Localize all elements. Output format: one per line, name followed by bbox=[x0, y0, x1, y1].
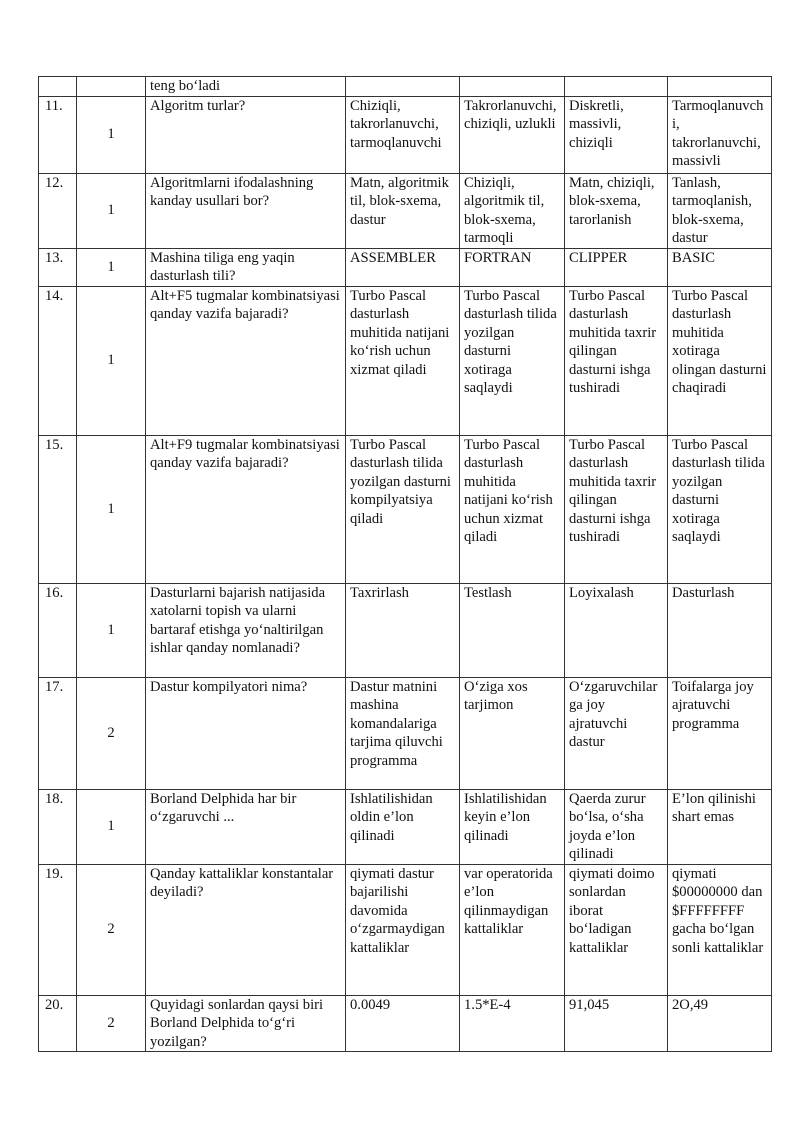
answer-b: Testlash bbox=[460, 583, 565, 677]
question-points: 2 bbox=[77, 995, 146, 1052]
table-row bbox=[39, 248, 772, 286]
answer-c: Turbo Pascal dasturlash muhitida taxrir qilingan dasturni ishga tushiradi bbox=[565, 435, 668, 583]
table-row bbox=[39, 995, 772, 1052]
answer-a: ASSEMBLER bbox=[346, 248, 460, 286]
question-points: 1 bbox=[77, 286, 146, 435]
answer-c: Matn, chiziqli, blok-sxema, tarorlanish bbox=[565, 173, 668, 248]
question-text: Dastur kompilyatori nima? bbox=[146, 677, 346, 789]
answer-d: BASIC bbox=[668, 248, 772, 286]
question-points bbox=[77, 77, 146, 97]
answer-a: qiymati dastur bajarilishi davomida o‘zgarmaydigan kattaliklar bbox=[346, 864, 460, 995]
question-points: 1 bbox=[77, 248, 146, 286]
answer-c: Turbo Pascal dasturlash muhitida taxrir qilingan dasturni ishga tushiradi bbox=[565, 286, 668, 435]
question-number: 16. bbox=[39, 583, 77, 677]
answer-b: var operatorida e’lon qilinmaydigan kattaliklar bbox=[460, 864, 565, 995]
question-points: 1 bbox=[77, 583, 146, 677]
answer-a: Matn, algoritmik til, blok-sxema, dastur bbox=[346, 173, 460, 248]
answer-d: Turbo Pascal dasturlash muhitida xotiraga olingan dasturni chaqiradi bbox=[668, 286, 772, 435]
question-text: Qanday kattaliklar konstantalar deyiladi? bbox=[146, 864, 346, 995]
answer-b: 1.5*E-4 bbox=[460, 995, 565, 1052]
question-points: 2 bbox=[77, 677, 146, 789]
answer-d bbox=[668, 77, 772, 97]
question-text: Alt+F5 tugmalar kombinatsiyasi qanday vazifa bajaradi? bbox=[146, 286, 346, 435]
question-number: 14. bbox=[39, 286, 77, 435]
answer-b: Chiziqli, algoritmik til, blok-sxema, tarmoqli bbox=[460, 173, 565, 248]
question-text: Alt+F9 tugmalar kombinatsiyasi qanday vazifa bajaradi? bbox=[146, 435, 346, 583]
question-points: 1 bbox=[77, 173, 146, 248]
table-row bbox=[39, 77, 772, 97]
answer-d: Dasturlash bbox=[668, 583, 772, 677]
question-text: Algoritm turlar? bbox=[146, 96, 346, 173]
answer-b: O‘ziga xos tarjimon bbox=[460, 677, 565, 789]
answer-c: Loyixalash bbox=[565, 583, 668, 677]
question-points: 1 bbox=[77, 789, 146, 864]
question-number bbox=[39, 77, 77, 97]
question-text: Borland Delphida har bir o‘zgaruvchi ... bbox=[146, 789, 346, 864]
answer-d: qiymati $00000000 dan $FFFFFFFF gacha bo‘lgan sonli kattaliklar bbox=[668, 864, 772, 995]
answer-c: qiymati doimo sonlardan iborat bo‘ladigan kattaliklar bbox=[565, 864, 668, 995]
question-points: 1 bbox=[77, 435, 146, 583]
answer-d: Toifalarga joy ajratuvchi programma bbox=[668, 677, 772, 789]
table-row bbox=[39, 789, 772, 864]
question-number: 20. bbox=[39, 995, 77, 1052]
table-body bbox=[39, 77, 772, 1052]
test-questions-table bbox=[38, 76, 772, 1052]
answer-d: E’lon qilinishi shart emas bbox=[668, 789, 772, 864]
answer-c: O‘zgaruvchilarga joy ajratuvchi dastur bbox=[565, 677, 668, 789]
answer-a: 0.0049 bbox=[346, 995, 460, 1052]
question-text: Mashina tiliga eng yaqin dasturlash tili? bbox=[146, 248, 346, 286]
answer-b: Turbo Pascal dasturlash tilida yozilgan dasturni xotiraga saqlaydi bbox=[460, 286, 565, 435]
answer-b: Takrorlanuvchi, chiziqli, uzlukli bbox=[460, 96, 565, 173]
answer-d: Tarmoqlanuvchi, takrorlanuvchi, massivli bbox=[668, 96, 772, 173]
question-number: 12. bbox=[39, 173, 77, 248]
answer-b: Turbo Pascal dasturlash muhitida natijani ko‘rish uchun xizmat qiladi bbox=[460, 435, 565, 583]
answer-c: Diskretli, massivli, chiziqli bbox=[565, 96, 668, 173]
question-text: Quyidagi sonlardan qaysi biri Borland Delphida to‘g‘ri yozilgan? bbox=[146, 995, 346, 1052]
answer-c: Qaerda zurur bo‘lsa, o‘sha joyda e’lon qilinadi bbox=[565, 789, 668, 864]
answer-d: Tanlash, tarmoqlanish, blok-sxema, dastur bbox=[668, 173, 772, 248]
question-number: 13. bbox=[39, 248, 77, 286]
answer-c bbox=[565, 77, 668, 97]
answer-a: Taxrirlash bbox=[346, 583, 460, 677]
question-number: 11. bbox=[39, 96, 77, 173]
answer-c: CLIPPER bbox=[565, 248, 668, 286]
table-row bbox=[39, 435, 772, 583]
table-row bbox=[39, 677, 772, 789]
question-points: 1 bbox=[77, 96, 146, 173]
answer-a: Turbo Pascal dasturlash tilida yozilgan dasturni kompilyatsiya qiladi bbox=[346, 435, 460, 583]
question-text: Dasturlarni bajarish natijasida xatolarni topish va ularni bartaraf etishga yo‘naltirilgan ishlar qanday nomlanadi? bbox=[146, 583, 346, 677]
answer-a: Chiziqli, takrorlanuvchi, tarmoqlanuvchi bbox=[346, 96, 460, 173]
answer-d: Turbo Pascal dasturlash tilida yozilgan dasturni xotiraga saqlaydi bbox=[668, 435, 772, 583]
answer-b: Ishlatilishidan keyin e’lon qilinadi bbox=[460, 789, 565, 864]
answer-a: Dastur matnini mashina komandalariga tarjima qiluvchi programma bbox=[346, 677, 460, 789]
question-points: 2 bbox=[77, 864, 146, 995]
answer-c: 91,045 bbox=[565, 995, 668, 1052]
table-row bbox=[39, 96, 772, 173]
answer-b: FORTRAN bbox=[460, 248, 565, 286]
question-number: 17. bbox=[39, 677, 77, 789]
answer-b bbox=[460, 77, 565, 97]
table-row bbox=[39, 864, 772, 995]
answer-a: Ishlatilishidan oldin e’lon qilinadi bbox=[346, 789, 460, 864]
table-row bbox=[39, 286, 772, 435]
question-number: 15. bbox=[39, 435, 77, 583]
answer-a: Turbo Pascal dasturlash muhitida natijani ko‘rish uchun xizmat qiladi bbox=[346, 286, 460, 435]
answer-a bbox=[346, 77, 460, 97]
question-text: teng bo‘ladi bbox=[146, 77, 346, 97]
question-text: Algoritmlarni ifodalashning kanday usullari bor? bbox=[146, 173, 346, 248]
table-row bbox=[39, 173, 772, 248]
table-row bbox=[39, 583, 772, 677]
question-number: 19. bbox=[39, 864, 77, 995]
answer-d: 2O,49 bbox=[668, 995, 772, 1052]
question-number: 18. bbox=[39, 789, 77, 864]
